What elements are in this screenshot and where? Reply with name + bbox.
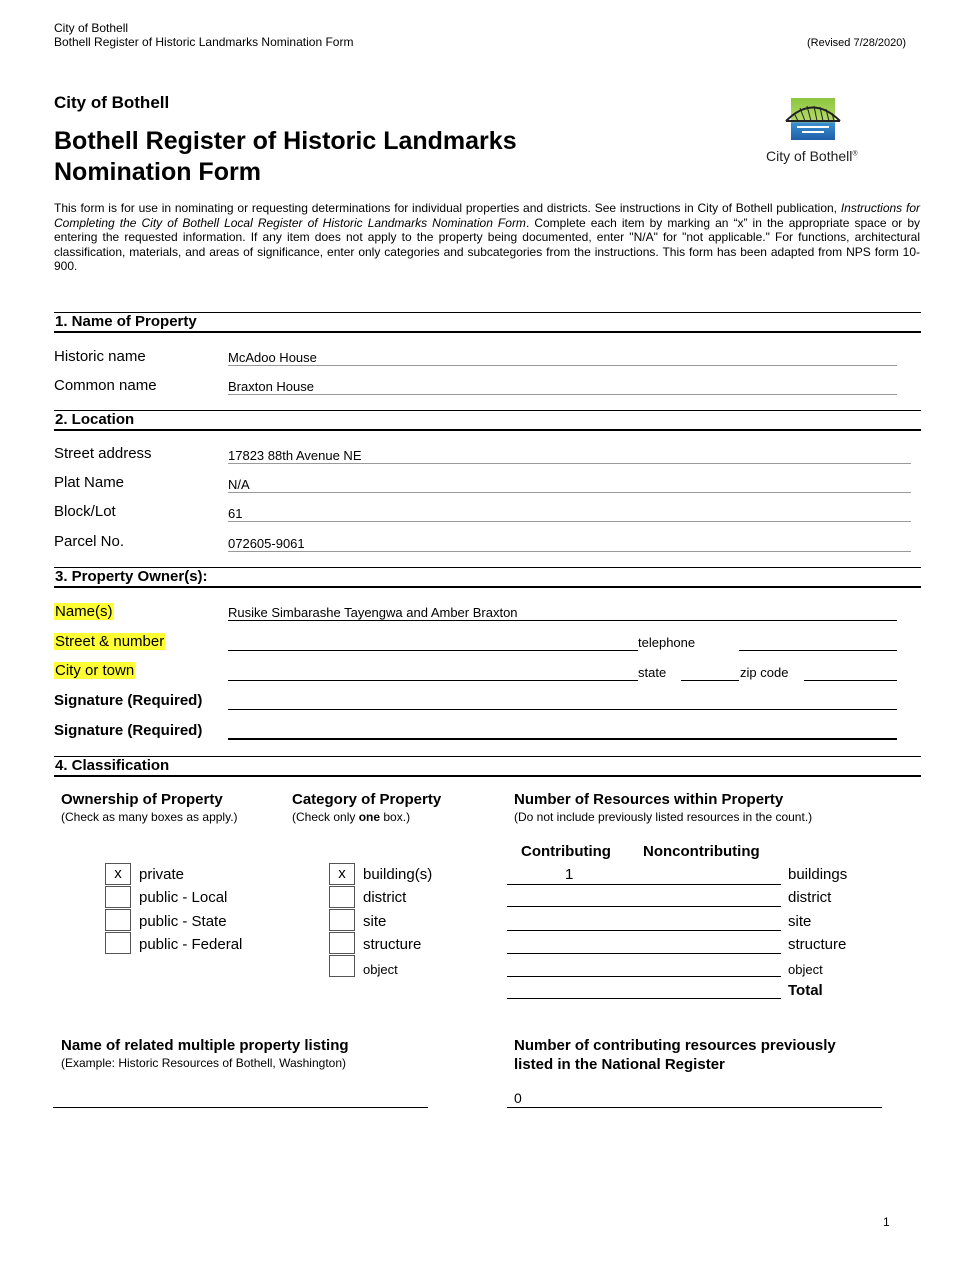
section-1-title: 1. Name of Property (55, 313, 197, 330)
previously-listed-title-1: Number of contributing resources previously (514, 1037, 836, 1054)
section-4-heading (54, 756, 921, 777)
category-building-checkbox[interactable]: x (329, 863, 355, 885)
signature-1-field[interactable] (228, 709, 897, 710)
common-name-rule (228, 394, 897, 395)
state-label: state (638, 665, 667, 680)
common-name-label: Common name (54, 377, 157, 394)
resources-total-rule (507, 998, 781, 999)
page-title-line2: Nomination Form (54, 158, 261, 186)
resources-row-structure-rule (507, 953, 781, 954)
ownership-public-state-label: public - State (139, 913, 227, 930)
category-district-checkbox[interactable] (329, 886, 355, 908)
ownership-public-state-checkbox[interactable] (105, 909, 131, 931)
street-number-label-text: Street & number (55, 633, 165, 650)
block-lot-label: Block/Lot (54, 503, 116, 520)
historic-name-label: Historic name (54, 348, 146, 365)
block-lot-rule (228, 521, 911, 522)
category-title: Category of Property (292, 791, 442, 808)
ownership-title: Ownership of Property (61, 791, 223, 808)
owner-names-label (54, 603, 114, 621)
ownership-public-federal-checkbox[interactable] (105, 932, 131, 954)
owner-names-rule (228, 620, 897, 621)
zip-code-label: zip code (740, 665, 789, 680)
noncontributing-header: Noncontributing (643, 843, 760, 860)
plat-name-rule (228, 492, 911, 493)
parcel-no-field[interactable]: 072605-9061 (228, 536, 305, 551)
revised-date: (Revised 7/28/2020) (807, 37, 907, 49)
previously-listed-field[interactable]: 0 (514, 1090, 522, 1106)
section-3-heading (54, 567, 921, 588)
section-3-title: 3. Property Owner(s): (55, 568, 208, 585)
previously-listed-title-2: listed in the National Register (514, 1056, 725, 1073)
logo-trademark: ® (852, 150, 858, 158)
ownership-subtitle: (Check as many boxes as apply.) (61, 810, 238, 824)
resources-title: Number of Resources within Property (514, 791, 784, 808)
street-number-label (54, 633, 165, 651)
related-listing-rule (53, 1107, 428, 1108)
category-district-label: district (363, 889, 407, 906)
state-field[interactable] (681, 680, 739, 681)
block-lot-field[interactable]: 61 (228, 506, 243, 521)
category-structure-checkbox[interactable] (329, 932, 355, 954)
category-subtitle-post: box.) (380, 810, 411, 824)
telephone-label: telephone (638, 635, 696, 650)
telephone-field[interactable] (739, 650, 897, 651)
signature-1-label: Signature (Required) (54, 692, 203, 709)
intro-paragraph (54, 201, 920, 274)
category-structure-label: structure (363, 936, 422, 953)
category-site-label: site (363, 913, 387, 930)
common-name-field[interactable]: Braxton House (228, 379, 314, 394)
category-subtitle-pre: (Check only (292, 810, 359, 824)
street-address-field[interactable]: 17823 88th Avenue NE (228, 448, 362, 463)
resources-subtitle: (Do not include previously listed resources in the count.) (514, 810, 813, 824)
category-subtitle (292, 810, 410, 824)
page-title-line1: Bothell Register of Historic Landmarks (54, 127, 517, 155)
logo-caption-text: City of Bothell (766, 148, 853, 164)
resources-row-object-rule (507, 976, 781, 977)
resources-row-district-rule (507, 906, 781, 907)
signature-2-field[interactable] (228, 738, 897, 740)
resources-row-site-rule (507, 930, 781, 931)
ownership-private-label: private (139, 866, 185, 883)
street-number-field[interactable] (228, 650, 638, 651)
related-listing-example: (Example: Historic Resources of Bothell, Washington) (61, 1056, 346, 1070)
contributing-buildings-value[interactable]: 1 (565, 866, 574, 883)
contributing-header: Contributing (521, 843, 611, 860)
signature-2-label: Signature (Required) (54, 722, 203, 739)
city-town-label (54, 662, 135, 680)
zip-code-field[interactable] (804, 680, 897, 681)
category-object-checkbox[interactable] (329, 955, 355, 977)
logo-caption (766, 148, 858, 164)
ownership-public-federal-label: public - Federal (139, 936, 243, 953)
category-subtitle-bold: one (358, 810, 381, 824)
resources-row-buildings-rule (507, 884, 781, 885)
historic-name-rule (228, 365, 897, 366)
intro-text-2: . Complete each item by marking an “x” in the appropriate space or by entering the requested information. If any item does not apply to the property being documented, enter "N/A" for "not applicable." For functions, architectural classification, materials, and areas of significance, enter only categories and subcategories from the instructions. This form has been adapted from NPS form 10-900. (54, 215, 920, 274)
resources-buildings-label: buildings (788, 866, 848, 883)
running-header-form: Bothell Register of Historic Landmarks Nomination Form (54, 35, 354, 49)
resources-district-label: district (788, 889, 832, 906)
owner-names-field[interactable]: Rusike Simbarashe Tayengwa and Amber Braxton (228, 605, 518, 620)
running-header-city: City of Bothell (54, 21, 129, 35)
city-town-label-text: City or town (55, 662, 135, 679)
related-listing-title: Name of related multiple property listing (61, 1037, 349, 1054)
ownership-public-local-checkbox[interactable] (105, 886, 131, 908)
intro-text-1: This form is for use in nominating or requesting determinations for individual properties and districts. See instructions in City of Bothell publication, (54, 201, 841, 215)
previously-listed-rule (507, 1107, 882, 1108)
city-logo (762, 96, 872, 172)
section-1-heading (54, 312, 921, 333)
category-site-checkbox[interactable] (329, 909, 355, 931)
section-2-title: 2. Location (55, 411, 135, 428)
intro-italic: Instructions for Completing the City of Bothell Local Register of Historic Landmarks Nomination Form (54, 201, 920, 230)
ownership-public-local-label: public - Local (139, 889, 228, 906)
title-city: City of Bothell (54, 93, 170, 112)
resources-total-label: Total (788, 982, 823, 999)
section-2-heading (54, 410, 921, 431)
street-address-rule (228, 463, 911, 464)
plat-name-field[interactable]: N/A (228, 477, 250, 492)
street-address-label: Street address (54, 445, 152, 462)
city-town-field[interactable] (228, 680, 638, 681)
parcel-no-label: Parcel No. (54, 533, 125, 550)
historic-name-field[interactable]: McAdoo House (228, 350, 317, 365)
owner-names-label-text: Name(s) (55, 603, 113, 620)
parcel-no-rule (228, 551, 911, 552)
ownership-private-checkbox[interactable]: x (105, 863, 131, 885)
category-building-label: building(s) (363, 866, 433, 883)
resources-structure-label: structure (788, 936, 847, 953)
category-object-label: object (363, 962, 398, 977)
plat-name-label: Plat Name (54, 474, 125, 491)
section-4-title: 4. Classification (55, 757, 170, 774)
resources-object-label: object (788, 962, 823, 977)
resources-site-label: site (788, 913, 812, 930)
page-number: 1 (883, 1215, 890, 1229)
